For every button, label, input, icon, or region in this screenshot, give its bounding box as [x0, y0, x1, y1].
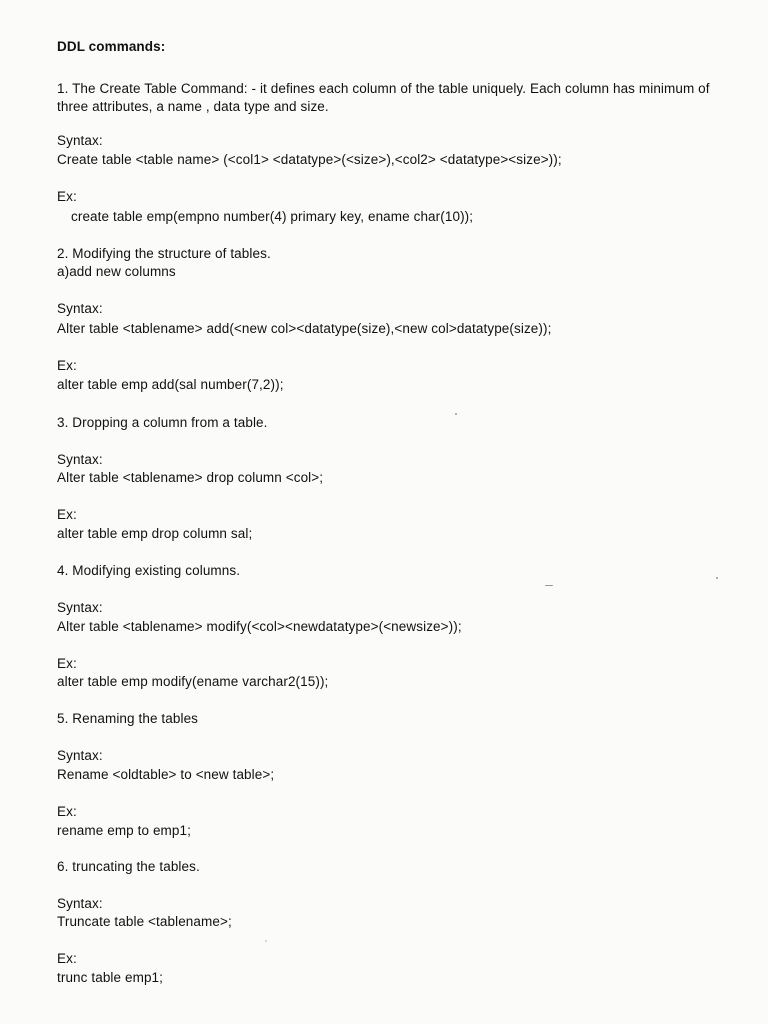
section-6-example: trunc table emp1;: [57, 970, 164, 985]
section-5-ex-label: Ex:: [57, 804, 77, 819]
section-6-syntax-label: Syntax:: [57, 896, 103, 911]
section-2-syntax-label: Syntax:: [57, 301, 103, 316]
section-5-heading: 5. Renaming the tables: [57, 711, 199, 726]
section-4-ex-label: Ex:: [57, 656, 77, 671]
section-3-syntax: Alter table <tablename> drop column <col>;: [57, 470, 324, 485]
section-2-example: alter table emp add(sal number(7,2));: [57, 377, 284, 392]
section-4-example: alter table emp modify(ename varchar2(15));: [57, 674, 329, 689]
section-2-syntax: Alter table <tablename> add(<new col><datatype(size),<new col>datatype(size));: [57, 321, 552, 336]
scan-speck: [455, 413, 457, 415]
section-2-subheading: a)add new columns: [57, 264, 176, 279]
section-4-heading: 4. Modifying existing columns.: [57, 563, 241, 578]
section-2-heading: 2. Modifying the structure of tables.: [57, 246, 271, 261]
section-6-ex-label: Ex:: [57, 951, 77, 966]
section-6-heading: 6. truncating the tables.: [57, 859, 200, 874]
scan-speck: [265, 940, 267, 942]
section-1-heading: 1. The Create Table Command: - it defines each column of the table uniquely. Each column has minimum of three attributes, a name , data type and size.: [57, 81, 710, 114]
section-1-ex-label: Ex:: [57, 189, 77, 204]
section-3-syntax-label: Syntax:: [57, 452, 103, 467]
scan-speck: [545, 585, 553, 586]
document-title: DDL commands:: [57, 39, 166, 54]
section-2-ex-label: Ex:: [57, 358, 77, 373]
section-3-example: alter table emp drop column sal;: [57, 526, 253, 541]
section-4-syntax-label: Syntax:: [57, 600, 103, 615]
section-5-syntax: Rename <oldtable> to <new table>;: [57, 767, 275, 782]
section-5-example: rename emp to emp1;: [57, 823, 191, 838]
scan-speck: [716, 577, 718, 579]
section-3-heading: 3. Dropping a column from a table.: [57, 415, 268, 430]
section-3-ex-label: Ex:: [57, 507, 77, 522]
section-6-syntax: Truncate table <tablename>;: [57, 914, 232, 929]
section-1-syntax: Create table <table name> (<col1> <datatype>(<size>),<col2> <datatype><size>));: [57, 152, 562, 167]
section-4-syntax: Alter table <tablename> modify(<col><newdatatype>(<newsize>));: [57, 619, 462, 634]
section-1-syntax-label: Syntax:: [57, 133, 103, 148]
section-1-example: create table emp(empno number(4) primary key, ename char(10));: [71, 209, 474, 224]
section-5-syntax-label: Syntax:: [57, 748, 103, 763]
